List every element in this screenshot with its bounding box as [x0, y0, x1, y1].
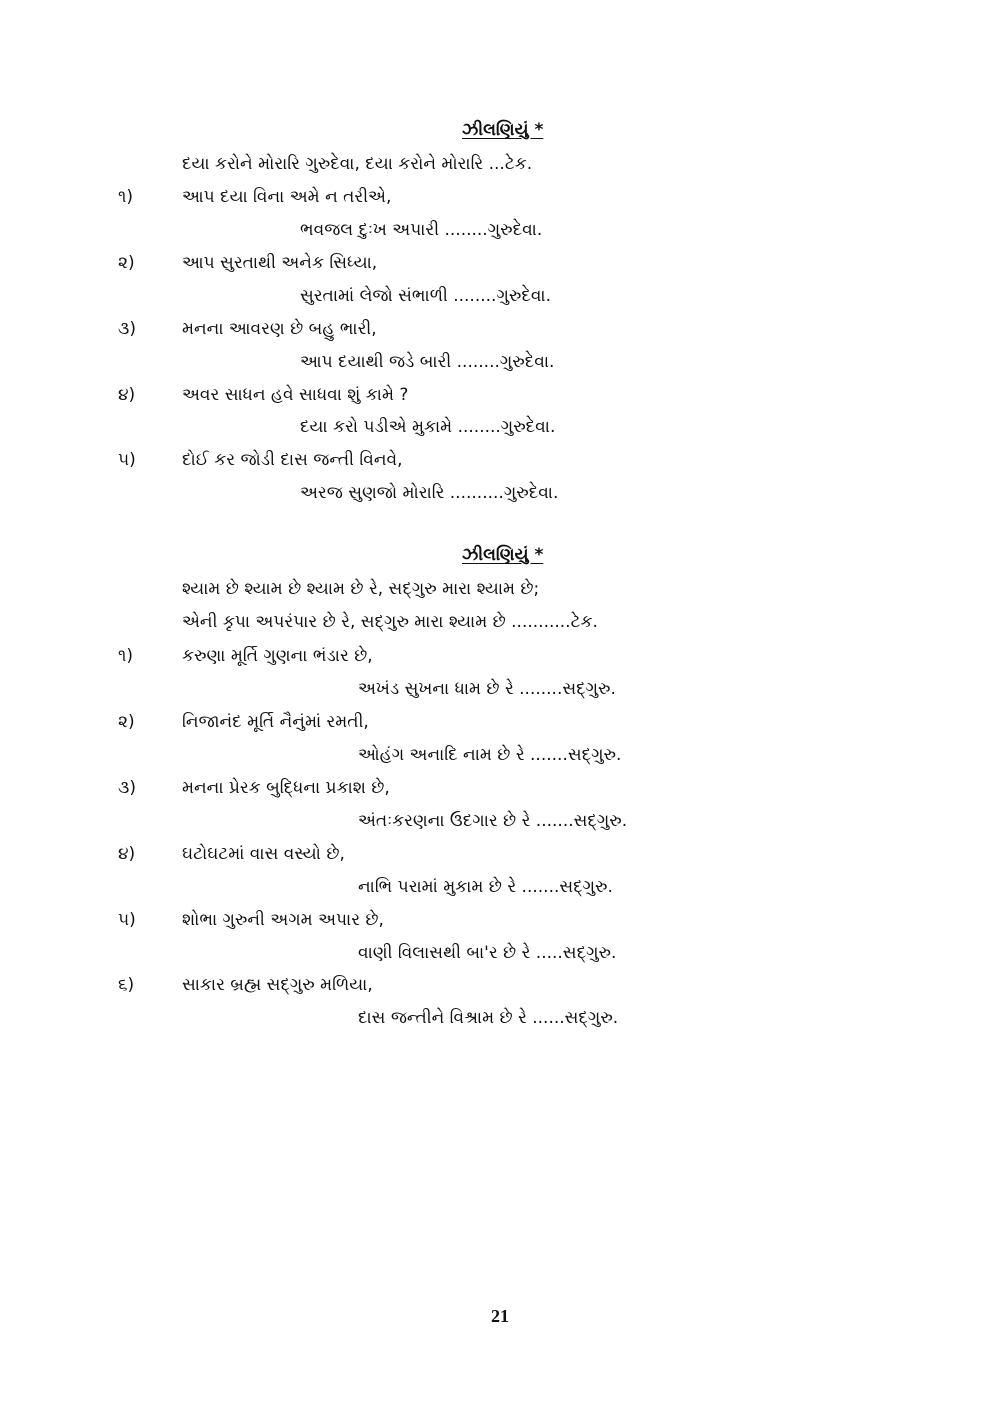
bhajan-1-verse-line: મનના આવરણ છે બહુ ભારી,: [182, 319, 377, 339]
bhajan-2-verse-line: નિજાનંદ મૂર્તિ નૈનુંમાં રમતી,: [182, 712, 369, 732]
bhajan-2-verse-line: ઘટોઘટમાં વાસ વસ્યો છે,: [182, 844, 345, 864]
bhajan-2-verse-line: મનના પ્રેરક બુદ્ધિના પ્રકાશ છે,: [182, 778, 390, 798]
bhajan-2-title: ઝીલણિયું *: [462, 545, 544, 565]
bhajan-2-verse-number: ૧): [118, 646, 133, 666]
bhajan-2-verse-line-refrain: દાસ જન્તીને વિશ્રામ છે રે ......સદ્ગુરુ.: [358, 1008, 619, 1028]
bhajan-2-verse-line-refrain: અખંડ સુખના ધામ છે રે ........સદ્ગુરુ.: [358, 679, 616, 699]
bhajan-2-verse-line: શોભા ગુરુની અગમ અપાર છે,: [182, 910, 384, 930]
bhajan-1-verse-line-refrain: ભવજલ દુઃખ અપારી ........ગુરુદેવા.: [300, 220, 543, 240]
bhajan-1-verse-line: દોઈ કર જોડી દાસ જન્તી વિનવે,: [182, 450, 403, 470]
bhajan-2-verse-line-refrain: વાણી વિલાસથી બા'ર છે રે .....સદ્ગુરુ.: [358, 943, 617, 963]
bhajan-2-verse-number: ૫): [118, 910, 136, 930]
bhajan-1-verse-number: ૪): [118, 385, 136, 405]
page-number: 21: [491, 1306, 509, 1326]
bhajan-1-verse-line-refrain: આપ દયાથી જડે બારી ........ગુરુદેવા.: [300, 352, 555, 372]
bhajan-1-verse-line: અવર સાધન હવે સાધવા શું કામે ?: [182, 385, 409, 405]
bhajan-1-refrain: દયા કરોને મોરારિ ગુરુદેવા, દયા કરોને મોરારિ ...ટેક.: [182, 154, 533, 174]
bhajan-1-verse-line-refrain: અરજ સુણજો મોરારિ ..........ગુરુદેવા.: [300, 483, 559, 503]
bhajan-2-verse-number: ૬): [118, 975, 135, 995]
bhajan-1-title: ઝીલણિયું *: [462, 120, 544, 140]
bhajan-1-verse-line: આપ સુરતાથી અનેક સિધ્યા,: [182, 253, 378, 273]
bhajan-1-verse-number: ૫): [118, 450, 136, 470]
bhajan-1-verse-line-refrain: સુરતામાં લેજો સંભાળી ........ગુરુદેવા.: [300, 286, 551, 306]
bhajan-2-verse-line-refrain: ઓહંગ અનાદિ નામ છે રે .......સદ્ગુરુ.: [358, 745, 622, 765]
bhajan-2-verse-number: ૨): [118, 712, 135, 732]
bhajan-1-verse-number: ૧): [118, 187, 133, 207]
bhajan-2-verse-line-refrain: નાભિ પરામાં મુકામ છે રે .......સદ્ગુરુ.: [358, 877, 613, 897]
bhajan-2-verse-line: કરુણા મૂર્તિ ગુણના ભંડાર છે,: [182, 646, 373, 666]
bhajan-2-refrain-line: એની કૃપા અપરંપાર છે રે, સદ્ગુરુ મારા શ્યામ છે ...........ટેક.: [182, 612, 598, 632]
bhajan-2-verse-number: ૩): [118, 778, 136, 798]
bhajan-2-verse-number: ૪): [118, 844, 136, 864]
bhajan-1-verse-number: ૩): [118, 319, 136, 339]
bhajan-1-verse-number: ૨): [118, 253, 135, 273]
bhajan-1-verse-line-refrain: દયા કરો પડીએ મુકામે ........ગુરુદેવા.: [300, 417, 556, 437]
bhajan-1-verse-line: આપ દયા વિના અમે ન તરીએ,: [182, 187, 392, 207]
bhajan-2-refrain-line: શ્યામ છે શ્યામ છે શ્યામ છે રે, સદ્ગુરુ મારા શ્યામ છે;: [182, 579, 540, 599]
bhajan-2-verse-line-refrain: અંતઃકરણના ઉદગાર છે રે .......સદ્ગુરુ.: [358, 811, 628, 831]
bhajan-2-verse-line: સાકાર બ્રહ્મ સદ્ગુરુ મળિયા,: [182, 975, 373, 995]
